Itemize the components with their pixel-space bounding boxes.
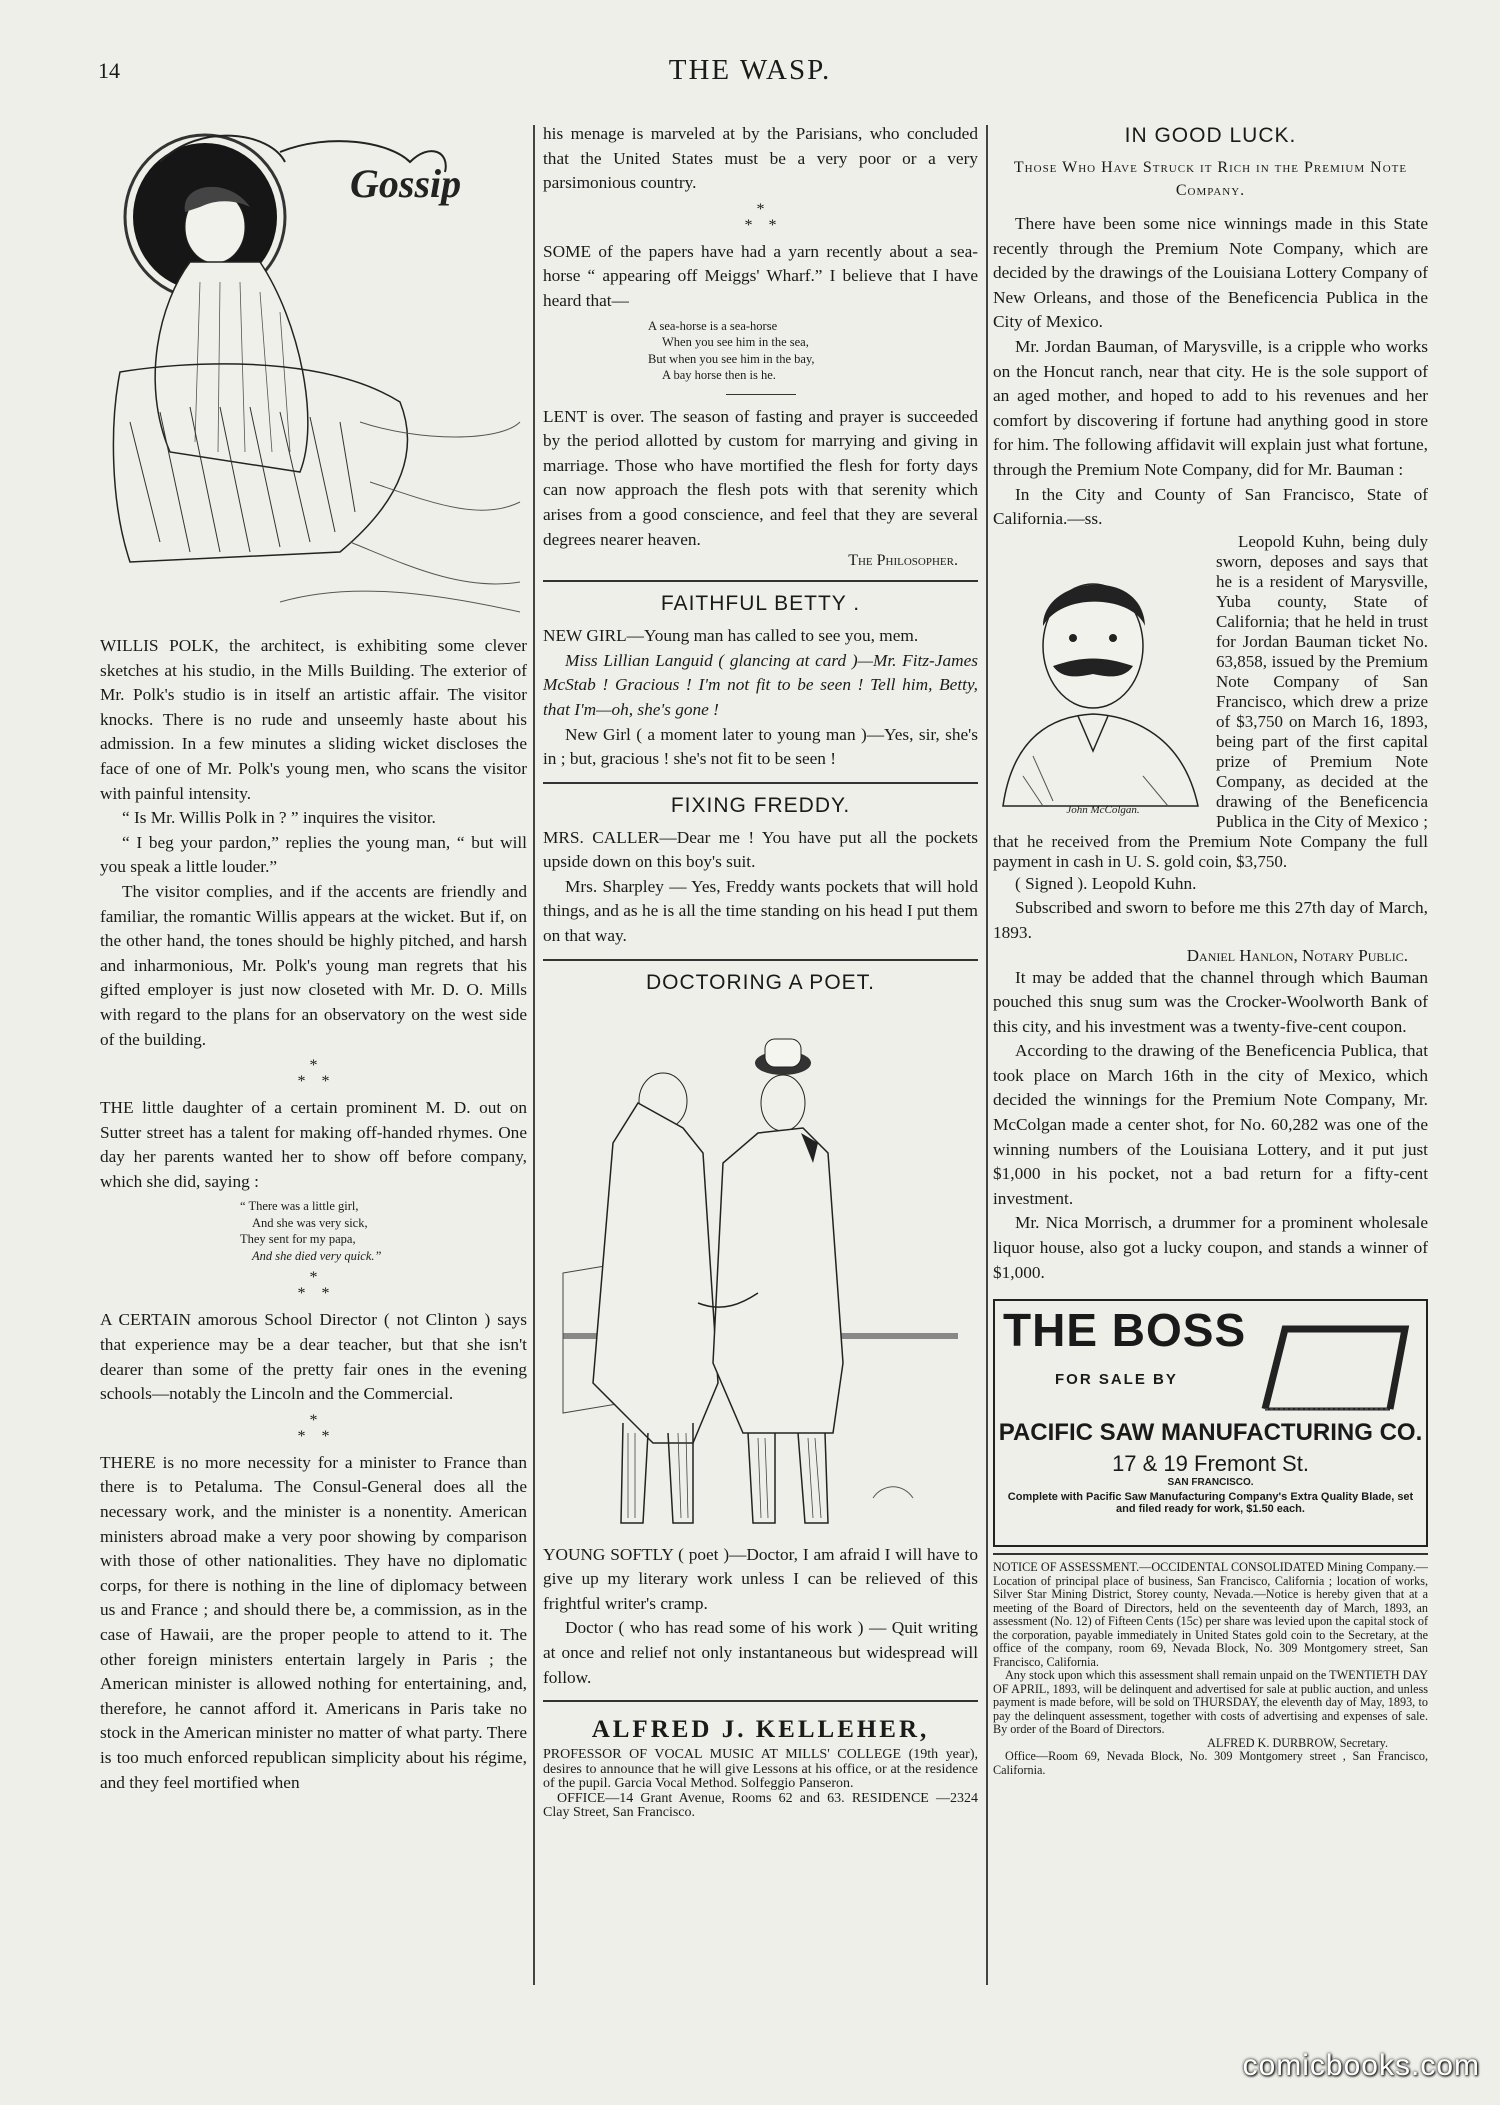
minister-paragraph: THERE is no more necessity for a minister to France than there is to Petaluma. The Consul-General does all the necessary work, and the minister is a nonentity. American ministers abroad make a very poor showing by comparison with those of other nationalities. They have no diplomatic corps, for there is nothing in the line of diplomacy between us and France ; and should there be, a commission, as in the case of Hawaii, are the proper people to attend to it. The other foreign ministers entertain largely in Paris ; the American minister is allowed nothing for entertaining, and, therefore, he cannot afford it. Americans in Paris take no stock in the American minister no matter of what party. There is too much enforced republican simplicity about his régime, and they feel mortified when	[100, 1452, 527, 1792]
polk-paragraph-4: The visitor complies, and if the accents are friendly and familiar, the romantic Willis appears at the wicket. But if, on the other hand, the tones should be highly pitched, and harsh and inharmonious, Mr. Polk's young man regrets that his gifted employer is just now closeted with Mr. D. O. Mills with regard to the plans for an observatory on the west side of the building.	[100, 881, 527, 1049]
running-head: THE WASP.	[668, 54, 832, 86]
good-luck-paragraph-5: According to the drawing of the Beneficencia Publica, that took place on March 16th in the city of Mexico, which decided the winnings for the Premium Note Company, Mr. McColgan made a center shot, for No. 60,282 was one of the winning numbers of the Louisiana Lottery, and it put just $1,000 in his pocket, not a bad return for a fifty-cent investment.	[993, 1041, 1428, 1208]
good-luck-heading: IN GOOD LUCK.	[1124, 124, 1297, 147]
poet-paragraph-2: Doctor ( who has read some of his work ) — Quit writing at once and relief not only instantaneous but widespread will follow.	[543, 1618, 978, 1687]
betty-heading: FAITHFUL BETTY .	[660, 592, 861, 616]
good-luck-paragraph-2: Mr. Jordan Bauman, of Marysville, is a cripple who works on the Honcut ranch, near that city. He is the sole support of an aged mother, and hoped to add to his revenues and her comfort by discovering if fortune had anything good in store for him. The following affidavit will explain just what fortune, through the Premium Note Company, did for Mr. Bauman :	[993, 336, 1428, 479]
director-paragraph: A CERTAIN amorous School Director ( not Clinton ) says that experience may be a dear teacher, but that she isn't dearer than some of the pretty fair ones in the evening schools—notably the Lincoln and the Commercial.	[100, 1310, 527, 1404]
kelleher-ad-text: PROFESSOR OF VOCAL MUSIC AT MILLS' COLLEGE (19th year), desires to announce that he will give Lessons at his office, or at the residence of the pupil. Garcia Vocal Method. Solfeggio Panseron.	[543, 1747, 978, 1792]
signature: The Philosopher.	[848, 552, 958, 570]
betty-paragraph-1: NEW GIRL—Young man has called to see you, mem.	[543, 626, 919, 646]
good-luck-subheading: Those Who Have Struck it Rich in the Premium Note Company.	[1013, 159, 1408, 199]
betty-paragraph-2: Miss Lillian Languid ( glancing at card )—Mr. Fitz-James McStab ! Gracious ! I'm not fit to be seen ! Tell him, Betty, that I'm—oh, she's gone !	[543, 650, 978, 719]
divider	[543, 1700, 978, 1702]
boss-ad-forsale: FOR SALE BY	[1055, 1371, 1178, 1389]
polk-paragraph-3: “ I beg your pardon,” replies the young man, “ but will you speak a little louder.”	[100, 832, 527, 877]
column-rule	[986, 125, 988, 1985]
kelleher-ad-name: ALFRED J. KELLEHER,	[591, 1716, 930, 1744]
divider	[993, 1553, 1428, 1555]
page-header	[0, 54, 1500, 98]
section-stars: * * *	[744, 200, 777, 234]
column-rule	[533, 125, 535, 1985]
betty-paragraph-3: New Girl ( a moment later to young man )—Yes, sir, she's in ; but, gracious ! she's not fit to be seen !	[543, 724, 978, 769]
divider	[726, 394, 796, 395]
good-luck-paragraph-6: Mr. Nica Morrisch, a drummer for a prominent wholesale liquor house, also got a lucky coupon, and stands a winner of $1,000.	[993, 1213, 1428, 1282]
good-luck-paragraph-4: It may be added that the channel through which Bauman pouched this snug sum was the Crocker-Woolworth Bank of this city, and his investment was a twenty-five-cent coupon.	[993, 967, 1428, 1036]
column-1	[100, 122, 527, 1795]
rhyme-verse: “ There was a little girl, And she was very sick, They sent for my papa, And she died very quick.”	[240, 1199, 382, 1263]
kelleher-ad-office: OFFICE—14 Grant Avenue, Rooms 62 and 63. RESIDENCE —2324 Clay Street, San Francisco.	[543, 1790, 978, 1821]
assessment-office: Office—Room 69, Nevada Block, No. 309 Montgomery street , San Francisco, California.	[993, 1749, 1428, 1777]
doctor-poet-illustration	[543, 1003, 978, 1543]
poet-heading: DOCTORING A POET.	[646, 970, 875, 994]
poet-paragraph-1: YOUNG SOFTLY ( poet )—Doctor, I am afraid I will have to give up my literary work unless I can be relieved of this frightful writer's cramp.	[543, 1544, 978, 1613]
page-number: 14	[98, 58, 120, 83]
portrait-caption: John McColgan.	[1066, 803, 1140, 816]
menage-paragraph: his menage is marveled at by the Parisians, who concluded that the United States must be a very poor or a very parsimonious country.	[543, 124, 978, 193]
gossip-illustration	[100, 122, 527, 622]
saw-icon	[1255, 1309, 1420, 1419]
boss-saw-ad	[993, 1299, 1428, 1547]
boss-ad-address: 17 & 19 Fremont St.	[1112, 1451, 1309, 1477]
column-2	[543, 122, 978, 1821]
notary-line: Daniel Hanlon, Notary Public.	[1186, 945, 1408, 965]
assessment-signature: ALFRED K. DURBROW, Secretary.	[1207, 1735, 1388, 1750]
boss-ad-company: PACIFIC SAW MANUFACTURING CO.	[998, 1419, 1423, 1447]
good-luck-paragraph-1: There have been some nice winnings made in this State recently through the Premium Note Company, which are decided by the drawings of the Louisiana Lottery Company of New Orleans, and those of the Beneficencia Publica in the City of Mexico.	[993, 214, 1428, 332]
good-luck-paragraph-3: In the City and County of San Francisco, State of California.—ss.	[993, 484, 1428, 529]
boss-ad-city: SAN FRANCISCO.	[1167, 1477, 1254, 1489]
column-3	[993, 122, 1428, 1777]
divider	[543, 580, 978, 582]
boss-ad-title: THE BOSS	[1003, 1304, 1247, 1357]
lent-paragraph: LENT is over. The season of fasting and prayer is succeeded by the period allotted by custom for marrying and giving in marriage. Those who have mortified the flesh for forty days can now approach the flesh pots with that serenity which arises from a good conscience, and feel that they are several degrees nearer heaven.	[543, 406, 978, 549]
divider	[543, 959, 978, 961]
seahorse-paragraph: SOME of the papers have had a yarn recently about a sea-horse “ appearing off Meiggs' Wharf.” I believe that I have heard that—	[543, 241, 978, 310]
watermark: comicbooks.com	[1242, 2049, 1480, 2082]
gossip-title: Gossip	[350, 161, 462, 206]
freddy-heading: FIXING FREDDY.	[670, 793, 851, 817]
sworn-line: Subscribed and sworn to before me this 27th day of March, 1893.	[993, 898, 1428, 942]
boss-ad-note: Complete with Pacific Saw Manufacturing Company's Extra Quality Blade, set and filed ready for work, $1.50 each.	[1007, 1491, 1414, 1516]
freddy-paragraph-1: MRS. CALLER—Dear me ! You have put all the pockets upside down on this boy's suit.	[543, 827, 978, 872]
freddy-paragraph-2: Mrs. Sharpley — Yes, Freddy wants pockets that will hold things, and as he is all the time standing on his head I put them on that way.	[543, 876, 978, 946]
section-stars: * * *	[297, 1057, 330, 1091]
seahorse-verse: A sea-horse is a sea-horse When you see him in the sea, But when you see him in the bay, A bay horse then is he.	[648, 318, 815, 383]
divider	[543, 782, 978, 784]
assessment-notice: NOTICE OF ASSESSMENT.—OCCIDENTAL CONSOLIDATED Mining Company.—Location of principal place of business, San Francisco, California ; location of works, Silver Star Mining District, Storey county, Nevada.—Notice is hereby given that at a meeting of the Board of Directors, held on the seventeenth day of March, 1893, an assessment (No. 12) of Fifteen Cents (15c) per share was levied upon the capital stock of the corporation, payable immediately in United States gold coin to the Secretary, at the office of the company, room 69, Nevada Block, No. 309 Montgomery street, San Francisco, California.	[993, 1560, 1428, 1669]
polk-paragraph-2: “ Is Mr. Willis Polk in ? ” inquires the visitor.	[122, 808, 436, 828]
signed-line: ( Signed ). Leopold Kuhn.	[1015, 873, 1197, 893]
polk-paragraph-1: WILLIS POLK, the architect, is exhibiting some clever sketches at his studio, in the Mills Building. The exterior of Mr. Polk's studio is in itself an artistic affair. The visitor knocks. There is no rude and unseemly haste about his admission. In a few minutes a sliding wicket discloses the face of one of Mr. Polk's young men, who scans the visitor with painful intensity.	[100, 636, 527, 803]
affidavit-text: Leopold Kuhn, being duly sworn, deposes and says that he is a resident of Marysville, Yuba county, State of California; that he held in trust for Jordan Bauman ticket No. 63,858, issued by the Premium Note Company of San Francisco, which drew a prize of $3,750 on March 16, 1893, being part of the first capital prize of Premium Note Company, as decided at the drawing of the Beneficencia Publica in the City of Mexico ; that he received from the Premium Note Company the full payment in cash in U. S. gold coin, $3,750.	[993, 531, 1428, 871]
section-stars: * * *	[297, 1411, 330, 1445]
daughter-paragraph: THE little daughter of a certain prominent M. D. out on Sutter street has a talent for making off-handed rhymes. One day her parents wanted her to show off before company, which she did, saying :	[100, 1098, 527, 1191]
assessment-notice-2: Any stock upon which this assessment shall remain unpaid on the TWENTIETH DAY OF APRIL, 1893, will be delinquent and advertised for sale at public auction, and unless payment is made before, will be sold on THURSDAY, the eleventh day of May, 1893, to pay the delinquent assessment, together with costs of advertising and expenses of sale. By order of the Board of Directors.	[993, 1668, 1428, 1737]
section-stars: * * *	[297, 1269, 330, 1303]
portrait-illustration	[993, 536, 1208, 816]
affidavit	[993, 532, 1428, 872]
